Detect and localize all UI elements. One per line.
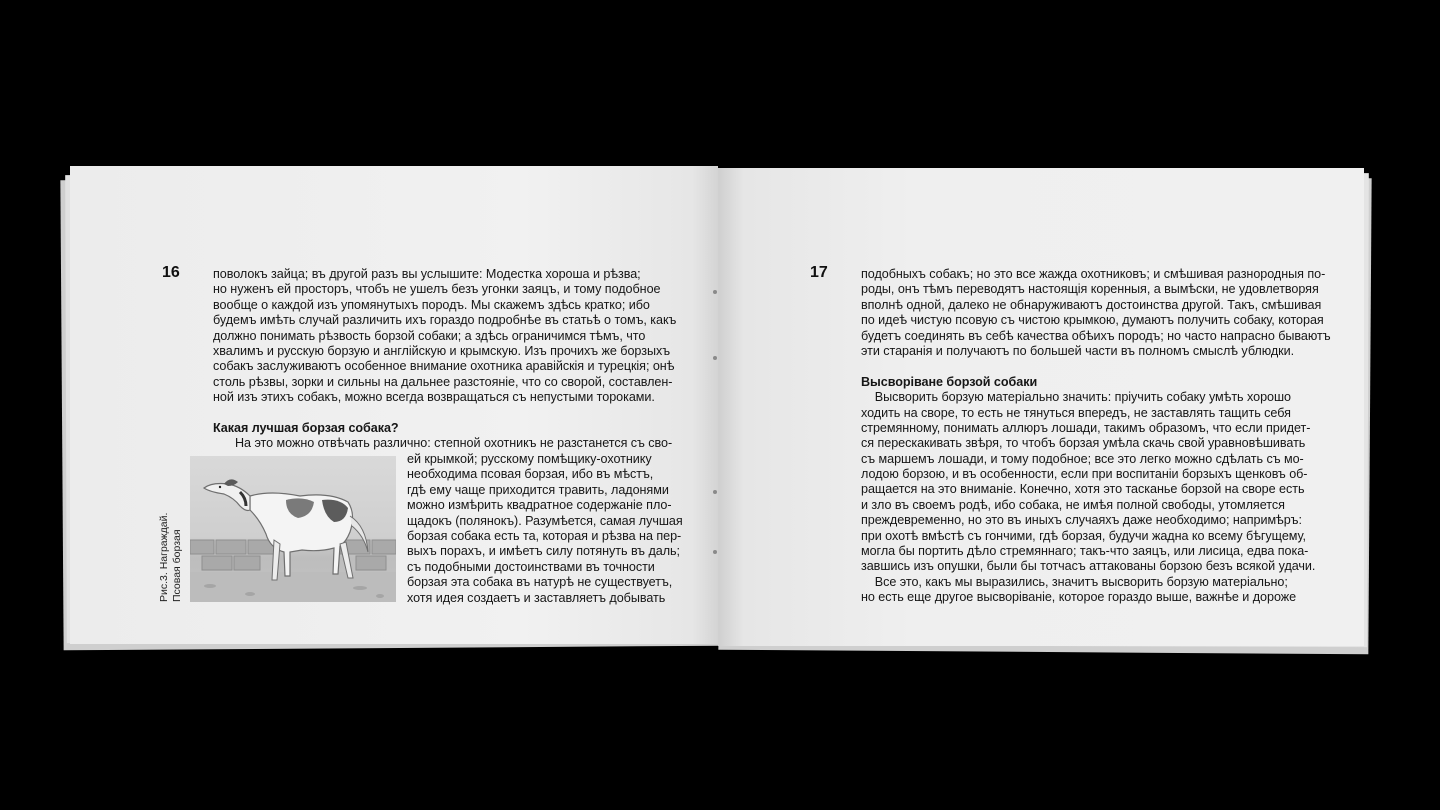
page-number: 17 [810, 264, 828, 281]
figure-caption [158, 513, 183, 602]
left-wrapped-text [407, 452, 683, 606]
text-line: можно измѣрить квадратное содержаніе пло- [407, 498, 672, 513]
text-line: завшись изъ опушки, были бы тотчасъ аттакованы борзою безъ всякой удачи. [861, 559, 1316, 574]
text-line: подобныхъ собакъ; но это все жажда охотниковъ; и смѣшивая разнородныя по- [861, 267, 1326, 281]
text-line: хвалимъ и русскую борзую и англійскую и крымскую. Изъ прочихъ же борзыхъ [213, 343, 671, 358]
text-line: щадокъ (полянокъ). Разумѣется, самая лучшая [407, 513, 683, 528]
text-line: борзая эта собака въ натурѣ не существуетъ, [407, 575, 673, 590]
text-line: поволокъ зайца; въ другой разъ вы услышите: Модестка хороша и рѣзва; [213, 267, 641, 281]
text-line: ходить на своре, то есть не тянуться впередъ, не заставлять тащить себя [861, 405, 1291, 420]
text-line: лодою борзою, и въ особенности, если при воспитаніи борзыхъ щенковъ об- [861, 467, 1308, 482]
text-line: ращается на это вниманіе. Конечно, хотя это тасканье борзой на своре есть [861, 482, 1305, 497]
right-page [718, 168, 1364, 646]
text-line: могла бы портить дѣло стремяннаго; такъ-что заяцъ, или лисица, едва пока- [861, 544, 1309, 559]
section-heading: Какая лучшая борзая собака? [213, 420, 399, 435]
text-line: но есть еще другое высворіваніе, которое гораздо выше, важнѣе и дороже [861, 590, 1297, 605]
text-line: гдѣ ему чаще приходится травить, ладонями [407, 482, 669, 497]
text-line: вообще о каждой изъ упомянутыхъ породъ. Мы скажемъ здѣсь кратко; ибо [213, 297, 650, 312]
text-line: На это можно отвѣчать различно: степной охотникъ не разстанется съ сво- [235, 436, 673, 451]
text-line: съ подобными достоинствами въ точности [407, 559, 655, 574]
text-line: ся перескакивать звѣря, то чтобъ борзая умѣла скачь свой уравновѣшивать [861, 436, 1306, 451]
text-line: выхъ порахъ, и имѣетъ силу потянуть въ даль; [407, 544, 680, 559]
text-line: эти старанія и получаютъ по большей части въ полномъ смыслѣ ублюдки. [861, 343, 1295, 358]
text-line: хотя идея создаетъ и заставляетъ добывать [407, 590, 666, 605]
text-line: роды, онъ тѣмъ переводятъ настоящія коренныя, а вымѣски, не удовлетворяя [861, 282, 1319, 297]
caption-line: Рис.3. Награждай. [158, 512, 170, 602]
text-line: Все это, какъ мы выразились, значитъ высворить борзую матеріально; [861, 574, 1288, 589]
text-line: необходима псовая борзая, ибо въ мѣстъ, [407, 467, 654, 482]
left-page [70, 166, 718, 644]
text-line: борзая собака есть та, которая и рѣзва на пер- [407, 528, 682, 543]
text-line: стремянному, понимать аллюръ лошади, такимъ образомъ, что если придет- [861, 420, 1311, 435]
spine-staple-hole [713, 356, 717, 360]
text-line: будетъ соединять въ себѣ качества обѣихъ породъ; но часто напрасно бываютъ [861, 328, 1331, 343]
text-line: ей крымкой; русскому помѣщику-охотнику [407, 452, 652, 466]
text-line: по идеѣ чистую псовую съ чистою крымкою, думаютъ получить собаку, которая [861, 313, 1324, 328]
text-line: преждевременно, но это въ иныхъ случаяхъ даже необходимо; напримѣръ: [861, 513, 1302, 528]
text-line: Высворить борзую матеріально значить: пріучить собаку умѣть хорошо [861, 390, 1291, 405]
text-line: но нуженъ ей просторъ, чтобъ не ушелъ безъ угонки заяцъ, и тому подобное [213, 282, 661, 297]
spine-staple-hole [713, 290, 717, 294]
spine-staple-hole [713, 490, 717, 494]
spine-staple-hole [713, 550, 717, 554]
text-line: ной изъ этихъ собакъ, можно всегда возвращаться съ непустыми тороками. [213, 390, 655, 405]
text-line: и зло въ своемъ родѣ, ибо собака, не имѣя полной свободы, утомляется [861, 497, 1285, 512]
section-heading: Высворіване борзой собаки [861, 374, 1038, 389]
text-line: собакъ заслуживаютъ особенное внимание охотника аравійскія и турецкія; онѣ [213, 359, 675, 374]
text-line: вполнѣ одной, далеко не обнаруживаютъ достоинства другой. Такъ, смѣшивая [861, 297, 1322, 312]
borzoi-illustration [190, 456, 396, 602]
text-line: будемъ имѣть случай различить ихъ гораздо подробнѣе въ статьѣ о томъ, какъ [213, 313, 677, 328]
text-line: съ маршемъ лошади, и тому подобное; все это легко можно сдѣлать съ мо- [861, 451, 1304, 466]
text-line: должно понимать рѣзвость борзой собаки; а здѣсь ограничимся тѣмъ, что [213, 328, 646, 343]
right-body-text [861, 267, 1331, 606]
caption-line: Псовая борзая [170, 529, 183, 602]
text-line: при охотѣ вмѣстѣ съ гончими, гдѣ борзая, будучи жадна ко всему бѣгущему, [861, 528, 1306, 543]
left-body-text [213, 267, 676, 452]
text-line: столь рѣзвы, зорки и сильны на дальнее разстояніе, что со сворой, составлен- [213, 374, 673, 389]
page-number: 16 [162, 264, 180, 281]
